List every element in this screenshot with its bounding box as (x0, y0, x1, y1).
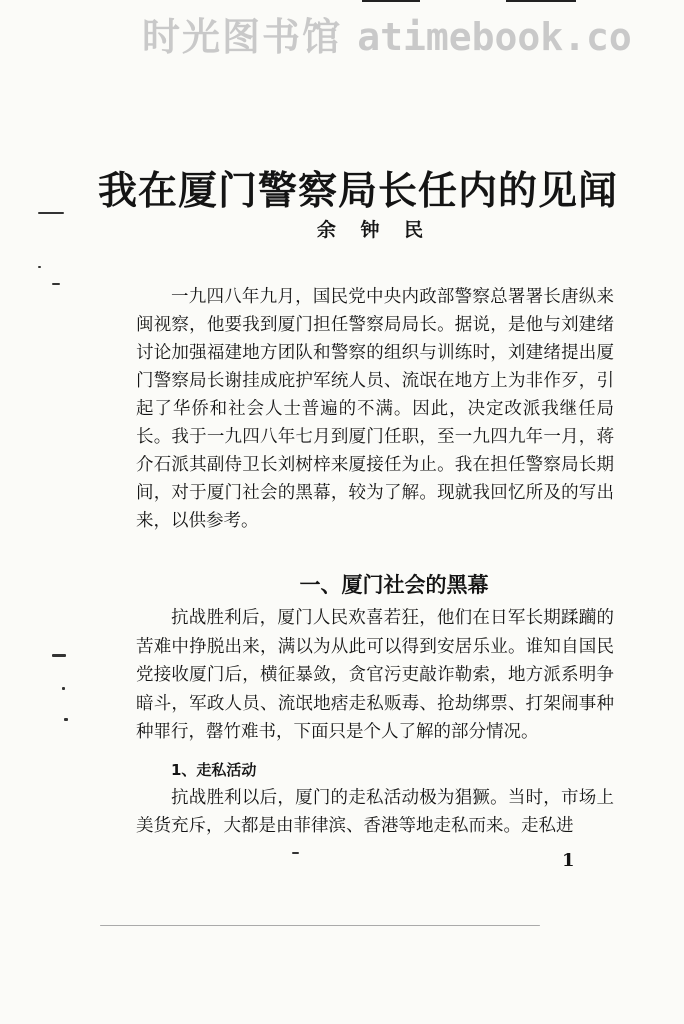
scan-edge-line (506, 0, 576, 2)
author-char: 余 (316, 219, 336, 241)
smuggling-paragraph: 抗战胜利以后，厦门的走私活动极为猖獗。当时，市场上美货充斥，大都是由菲律滨、香港等地走私而来。走私进 (136, 788, 614, 836)
scan-speck (292, 852, 299, 854)
article-title: 我在厦门警察局长任内的见闻 (97, 168, 618, 215)
intro-paragraph: 一九四八年九月，国民党中央内政部警察总署署长唐纵来闽视察，他要我到厦门担任警察局局长。据说，是他与刘建绪讨论加强福建地方团队和警察的组织与训练时，刘建绪提出厦门警察局长谢挂成庇护军统人员、流氓在地方上为非作歹，引起了华侨和社会人士普遍的不满。因此，决定改派我继任局长。我于一九四八年七月到厦门任职，至一九四九年一月，蒋介石派其副侍卫长刘树梓来厦接任为止。我在担任警察局长期间，对于厦门社会的黑幕，较为了解。现就我回忆所及的写出来，以供参考。 (136, 287, 614, 531)
author-char: 钟 (360, 219, 380, 241)
scan-speck (52, 283, 60, 285)
scan-speck (62, 687, 65, 690)
watermark-chinese: 时光图书馆 (142, 15, 343, 59)
section-paragraph: 抗战胜利后，厦门人民欢喜若狂，他们在日军长期蹂躏的苦难中挣脱出来，满以为从此可以得到安居乐业。谁知自国民党接收厦门后，横征暴敛，贪官污吏敲诈勒索，地方派系明争暗斗，军政人员、流氓地痞走私贩毒、抢劫绑票、打架闹事种种罪行，罄竹难书，下面只是个人了解的部分情况。 (136, 608, 614, 742)
scan-edge-line (362, 0, 420, 2)
article-author (28, 215, 684, 242)
watermark-latin: atimebook.co (357, 15, 632, 59)
watermark (142, 6, 632, 61)
scan-speck (64, 718, 68, 721)
subsection-heading: 1、走私活动 (171, 761, 257, 779)
scan-speck (38, 212, 64, 214)
scan-speck (38, 266, 41, 268)
scan-speck (100, 925, 540, 926)
scan-speck (52, 654, 66, 657)
author-char: 民 (404, 219, 424, 241)
section-heading: 一、厦门社会的黑幕 (299, 573, 489, 598)
page-number: 1 (562, 850, 575, 871)
